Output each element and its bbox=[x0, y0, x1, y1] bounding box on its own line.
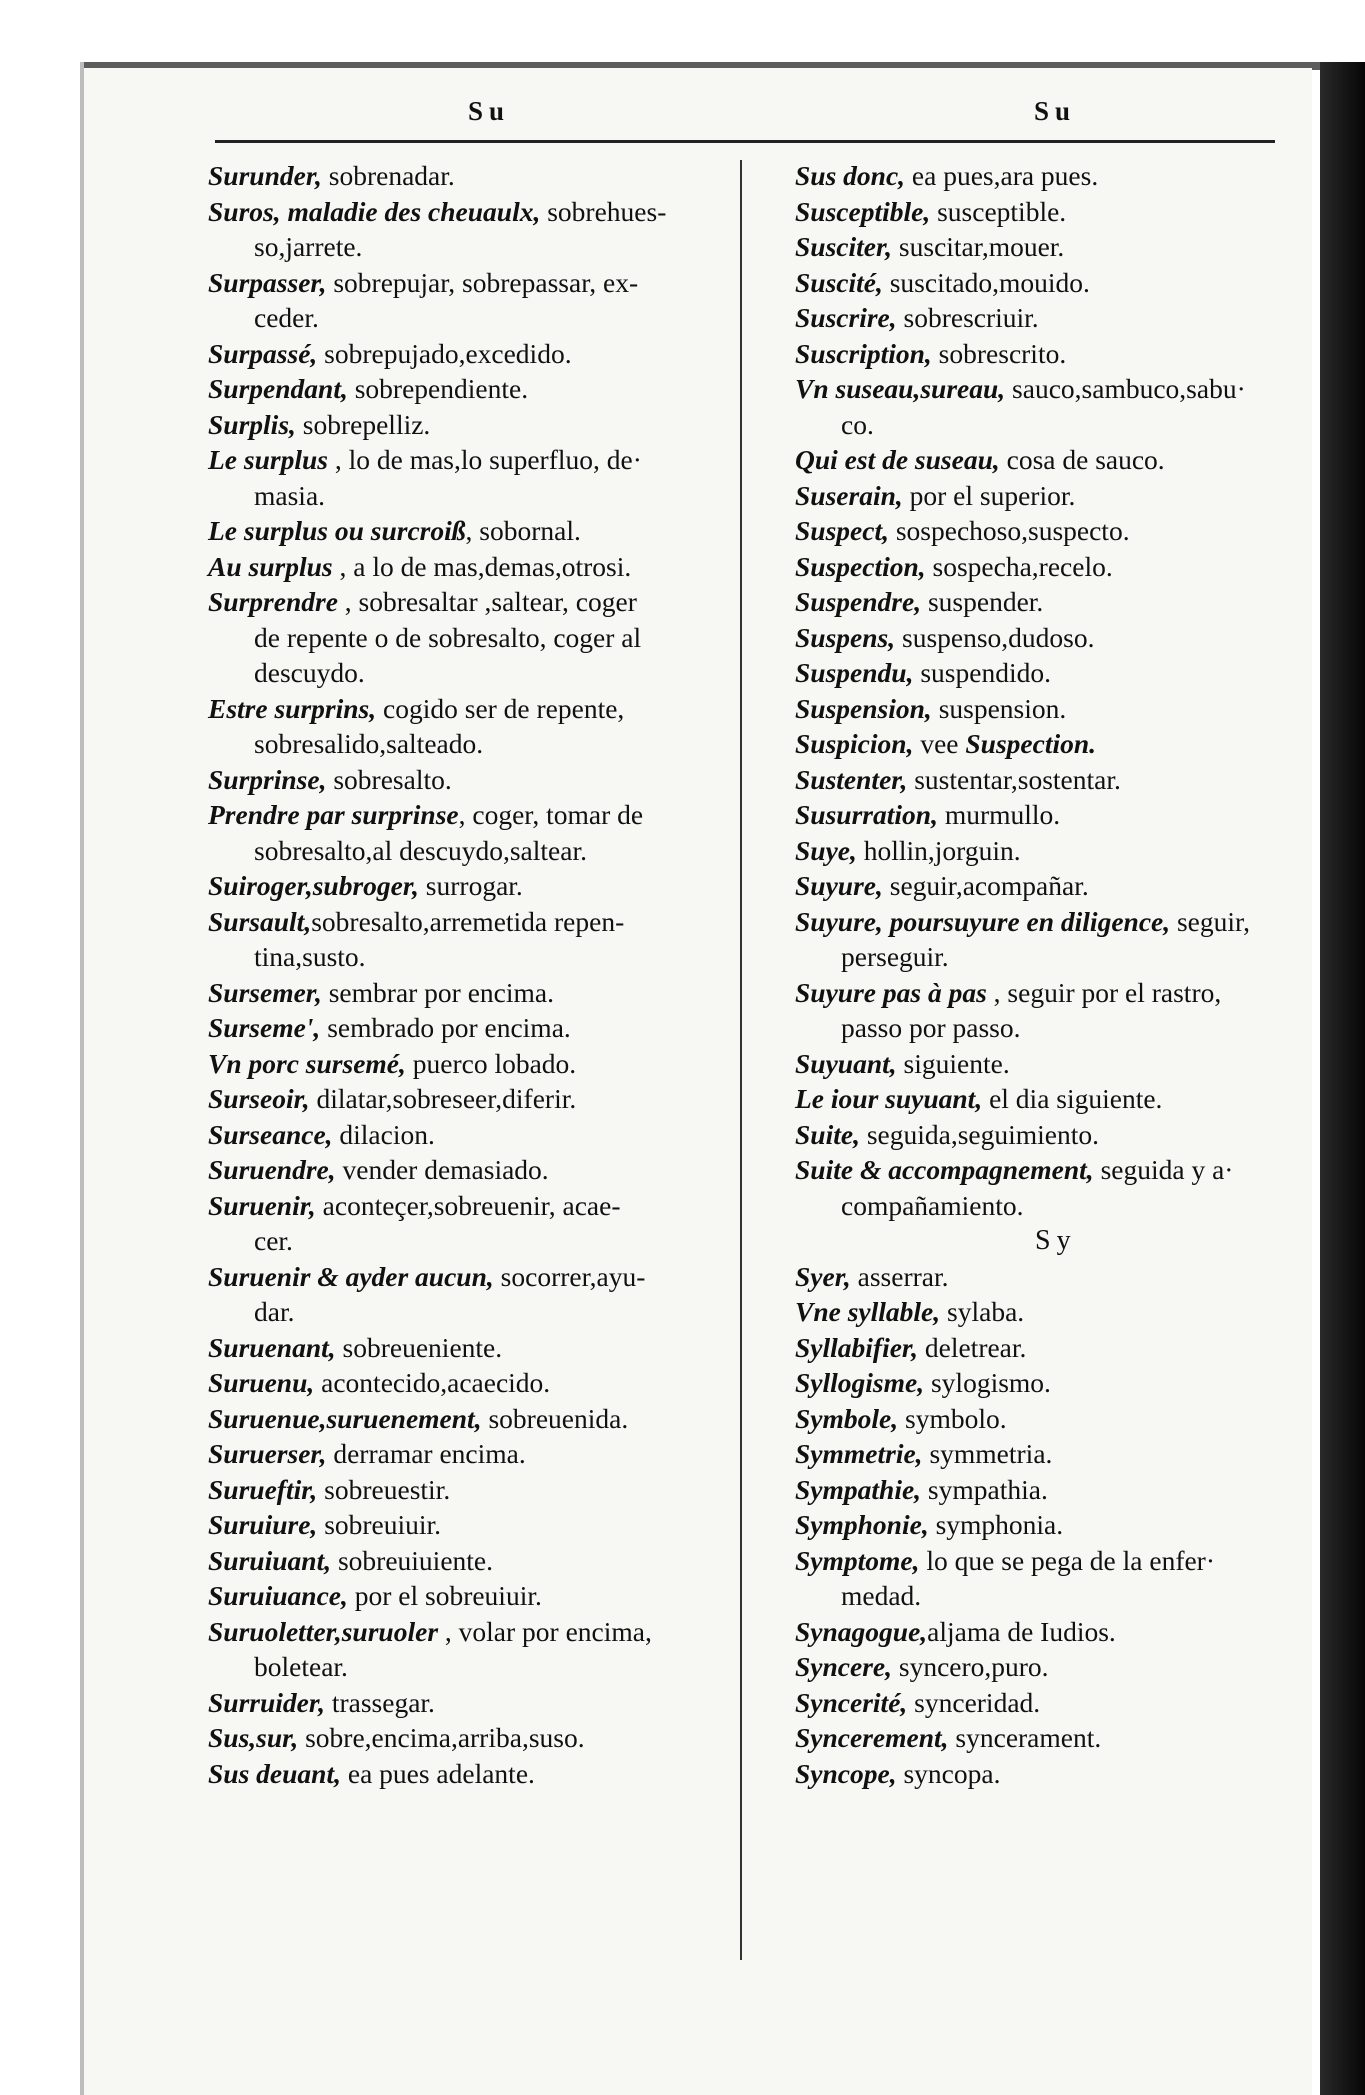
definition: sobreuiuir. bbox=[317, 1509, 442, 1540]
definition: synceridad. bbox=[907, 1686, 1041, 1718]
dictionary-entry bbox=[208, 1472, 738, 1508]
headword: Symmetrie, bbox=[795, 1438, 923, 1469]
dictionary-entry bbox=[795, 904, 1320, 975]
dictionary-entry bbox=[795, 691, 1320, 727]
headword: Sympathie, bbox=[795, 1473, 922, 1505]
dictionary-entry bbox=[208, 655, 738, 691]
definition: , volar por encima, bbox=[438, 1615, 652, 1647]
headword: Suyure, poursuyure en diligence, bbox=[795, 905, 1171, 937]
headword: Suruenir & ayder aucun, bbox=[208, 1260, 494, 1292]
definition: cogido ser de repente, bbox=[376, 692, 625, 724]
dictionary-entry bbox=[795, 1401, 1320, 1437]
dictionary-entry bbox=[208, 1259, 738, 1330]
headword: Suyure pas à pas bbox=[795, 976, 987, 1008]
definition: sobrepujado,excedido. bbox=[317, 337, 572, 369]
definition: sobrepelliz. bbox=[295, 408, 431, 440]
definition: dilatar,sobreseer,diferir. bbox=[309, 1083, 577, 1114]
dictionary-entry bbox=[795, 300, 1320, 336]
dictionary-entry bbox=[208, 407, 738, 443]
definition: sobrepujar, sobrepassar, ex- bbox=[326, 266, 639, 298]
headword: Sus,sur, bbox=[208, 1722, 299, 1753]
headword: Suspens, bbox=[795, 621, 896, 653]
headword: Prendre par surprinse bbox=[208, 799, 459, 830]
headword: Syncere, bbox=[795, 1651, 892, 1682]
headword: Suruiuance, bbox=[208, 1580, 348, 1611]
header-rule bbox=[215, 140, 1275, 143]
headword: Suruiure, bbox=[208, 1509, 318, 1540]
headword: Sus deuant, bbox=[208, 1757, 341, 1789]
dictionary-entry bbox=[208, 1010, 738, 1046]
headword: Au surplus bbox=[208, 550, 333, 582]
definition-continued: sobresalido,salteado. bbox=[254, 728, 484, 759]
dictionary-entry bbox=[208, 1614, 738, 1685]
dictionary-entry bbox=[208, 584, 738, 655]
definition-continued: ceder. bbox=[254, 302, 319, 333]
dictionary-entry bbox=[795, 1756, 1320, 1792]
headword: Surseoir, bbox=[208, 1083, 310, 1114]
definition: seguida y a· bbox=[1093, 1154, 1234, 1185]
dictionary-entry bbox=[795, 1614, 1320, 1650]
headword: Suspection, bbox=[795, 550, 926, 582]
section-subhead: Sy bbox=[1035, 1225, 1077, 1256]
dictionary-entry bbox=[208, 1685, 738, 1721]
dictionary-entry bbox=[795, 1685, 1320, 1721]
headword: Surprendre bbox=[208, 586, 338, 617]
dictionary-entry bbox=[208, 265, 738, 336]
headword: Suspect, bbox=[795, 515, 889, 546]
headword: Suruendre, bbox=[208, 1154, 336, 1185]
dictionary-entry bbox=[795, 1152, 1320, 1223]
headword: Le surplus bbox=[208, 444, 328, 475]
dictionary-entry bbox=[208, 975, 738, 1011]
definition-continued: dar. bbox=[254, 1296, 295, 1327]
headword: Qui est de suseau, bbox=[795, 444, 1000, 475]
definition: siguiente. bbox=[896, 1047, 1010, 1079]
definition: sustentar,sostentar. bbox=[907, 763, 1121, 795]
headword: Suite, bbox=[795, 1118, 860, 1150]
definition: sauco,sambuco,sabu· bbox=[1005, 373, 1246, 404]
dictionary-entry bbox=[795, 1507, 1320, 1543]
dictionary-entry bbox=[795, 1046, 1320, 1082]
headword: Surpendant, bbox=[208, 373, 348, 404]
definition: suspendido. bbox=[913, 657, 1051, 688]
dictionary-entry bbox=[795, 158, 1320, 194]
dictionary-entry bbox=[795, 797, 1320, 833]
definition: sobresalto. bbox=[326, 763, 452, 795]
headword: Suite & accompagnement, bbox=[795, 1154, 1094, 1185]
definition: sylaba. bbox=[940, 1296, 1025, 1327]
headword: Syer, bbox=[795, 1260, 851, 1292]
definition: suscitado,mouido. bbox=[882, 266, 1090, 298]
definition: sobrependiente. bbox=[347, 373, 529, 404]
headword: Syncope, bbox=[795, 1757, 897, 1789]
definition-continued: descuydo. bbox=[254, 657, 365, 688]
dictionary-entry bbox=[795, 1081, 1320, 1117]
dictionary-entry bbox=[208, 868, 738, 904]
definition: seguida,seguimiento. bbox=[859, 1118, 1100, 1150]
headword: Vn porc sursemé, bbox=[208, 1047, 406, 1079]
definition: sembrado por encima. bbox=[320, 1012, 571, 1043]
dictionary-entry bbox=[208, 1507, 738, 1543]
headword: Suserain, bbox=[795, 479, 903, 511]
binding-shadow bbox=[1320, 62, 1365, 2095]
headword: Suscrire, bbox=[795, 302, 897, 333]
definition: suspenso,dudoso. bbox=[895, 621, 1095, 653]
dictionary-entry bbox=[795, 868, 1320, 904]
dictionary-entry bbox=[208, 371, 738, 407]
dictionary-entry bbox=[795, 833, 1320, 869]
cross-reference: Suspection. bbox=[965, 728, 1097, 759]
headword: Surprinse, bbox=[208, 763, 327, 795]
dictionary-entry bbox=[208, 762, 738, 798]
definition: sobreuiuiente. bbox=[331, 1544, 493, 1576]
dictionary-entry bbox=[208, 1365, 738, 1401]
running-head-right: Su bbox=[1034, 96, 1077, 126]
definition-continued: medad. bbox=[841, 1580, 922, 1611]
headword: Sus donc, bbox=[795, 160, 906, 191]
definition-continued: masia. bbox=[254, 479, 326, 511]
headword: Sustenter, bbox=[795, 763, 908, 795]
dictionary-entry bbox=[795, 762, 1320, 798]
headword: Susurration, bbox=[795, 799, 938, 830]
definition: , a lo de mas,demas,otrosi. bbox=[332, 550, 632, 582]
definition: sobre,encima,arriba,suso. bbox=[298, 1722, 585, 1753]
headword: Suyure, bbox=[795, 870, 883, 901]
dictionary-entry bbox=[795, 1365, 1320, 1401]
definition: , coger, tomar de bbox=[458, 799, 644, 830]
definition: aconteçer,sobreuenir, acae- bbox=[315, 1189, 621, 1221]
dictionary-entry bbox=[795, 549, 1320, 585]
definition: asserrar. bbox=[850, 1260, 949, 1292]
definition: syncerament. bbox=[948, 1722, 1102, 1753]
dictionary-entry bbox=[208, 1117, 738, 1153]
dictionary-entry bbox=[208, 336, 738, 372]
headword: Synagogue, bbox=[795, 1615, 928, 1647]
definition: por el sobreuiuir. bbox=[347, 1580, 542, 1611]
right-column bbox=[795, 158, 1320, 1791]
definition: sobreueniente. bbox=[335, 1331, 503, 1363]
definition: vender demasiado. bbox=[335, 1154, 549, 1185]
dictionary-entry bbox=[208, 1720, 738, 1756]
headword: Suscription, bbox=[795, 337, 932, 369]
definition: , sobresaltar ,saltear, coger bbox=[337, 586, 637, 617]
dictionary-entry bbox=[795, 1330, 1320, 1366]
headword: Suspension, bbox=[795, 692, 932, 724]
definition: sobreuenida. bbox=[481, 1402, 629, 1434]
headword: Symptome, bbox=[795, 1544, 920, 1576]
dictionary-entry bbox=[795, 229, 1320, 265]
headword: Surseme', bbox=[208, 1012, 321, 1043]
dictionary-entry bbox=[795, 194, 1320, 230]
headword: Surueftir, bbox=[208, 1473, 318, 1505]
dictionary-entry bbox=[795, 1436, 1320, 1472]
dictionary-entry bbox=[795, 1472, 1320, 1508]
definition: symmetria. bbox=[922, 1438, 1053, 1469]
definition: derramar encima. bbox=[326, 1438, 526, 1469]
definition-continued: compañamiento. bbox=[841, 1189, 1024, 1221]
headword: Syncerité, bbox=[795, 1686, 908, 1718]
dictionary-entry bbox=[208, 549, 738, 585]
definition: trassegar. bbox=[324, 1686, 435, 1718]
dictionary-entry bbox=[208, 1081, 738, 1117]
dictionary-entry bbox=[208, 1401, 738, 1437]
definition: el dia siguiente. bbox=[982, 1083, 1163, 1114]
headword: Syllabifier, bbox=[795, 1331, 918, 1363]
definition-continued: passo por passo. bbox=[841, 1012, 1021, 1043]
dictionary-entry bbox=[208, 1436, 738, 1472]
definition: sobresalto,arremetida repen- bbox=[311, 905, 625, 937]
headword: Suiroger,subroger, bbox=[208, 870, 419, 901]
definition: por el superior. bbox=[902, 479, 1076, 511]
definition: dilacion. bbox=[332, 1118, 435, 1150]
definition: sobrescriuir. bbox=[896, 302, 1039, 333]
definition: acontecido,acaecido. bbox=[314, 1367, 551, 1398]
dictionary-entry bbox=[208, 513, 738, 549]
headword: Surunder, bbox=[208, 160, 322, 191]
dictionary-entry bbox=[208, 1578, 738, 1614]
dictionary-entry bbox=[208, 158, 738, 194]
dictionary-entry bbox=[208, 442, 738, 513]
headword: Suye, bbox=[795, 834, 857, 866]
definition: syncero,puro. bbox=[892, 1651, 1049, 1682]
definition: seguir, bbox=[1170, 905, 1250, 937]
headword: Symbole, bbox=[795, 1402, 899, 1434]
dictionary-entry bbox=[795, 1259, 1320, 1295]
headword: Surruider, bbox=[208, 1686, 325, 1718]
headword: Symphonie, bbox=[795, 1509, 929, 1540]
definition: suspension. bbox=[931, 692, 1067, 724]
definition-continued: de repente o de sobresalto, coger al bbox=[254, 621, 642, 653]
headword: Suros, maladie des cheuaulx, bbox=[208, 195, 541, 227]
headword: Le surplus ou surcroiß bbox=[208, 515, 466, 546]
headword: Suspicion, bbox=[795, 728, 914, 759]
dictionary-entry bbox=[795, 478, 1320, 514]
dictionary-entry bbox=[795, 442, 1320, 478]
definition: socorrer,ayu- bbox=[493, 1260, 646, 1292]
headword: Susceptible, bbox=[795, 195, 931, 227]
headword: Suruenue,suruenement, bbox=[208, 1402, 482, 1434]
definition: symbolo. bbox=[898, 1402, 1007, 1434]
dictionary-entry bbox=[795, 584, 1320, 620]
headword: Syllogisme, bbox=[795, 1367, 925, 1398]
dictionary-entry bbox=[208, 1330, 738, 1366]
definition-continued: perseguir. bbox=[841, 941, 949, 972]
definition: suscitar,mouer. bbox=[892, 231, 1065, 262]
headword: Surpassé, bbox=[208, 337, 318, 369]
headword: Vn suseau,sureau, bbox=[795, 373, 1006, 404]
definition: aljama de Iudios. bbox=[927, 1615, 1116, 1647]
headword: Le iour suyuant, bbox=[795, 1083, 983, 1114]
dictionary-entry bbox=[208, 1543, 738, 1579]
definition: sylogismo. bbox=[924, 1367, 1051, 1398]
definition: surrogar. bbox=[418, 870, 523, 901]
definition: symphonia. bbox=[928, 1509, 1064, 1540]
headword: Sursemer, bbox=[208, 976, 322, 1008]
definition-continued: cer. bbox=[254, 1225, 293, 1256]
definition: susceptible. bbox=[930, 195, 1067, 227]
dictionary-entry bbox=[795, 726, 1320, 762]
headword: Sursault, bbox=[208, 905, 312, 937]
definition-continued: sobresalto,al descuydo,saltear. bbox=[254, 834, 587, 866]
headword: Suruiuant, bbox=[208, 1544, 332, 1576]
definition: cosa de sauco. bbox=[999, 444, 1165, 475]
definition-continued: co. bbox=[841, 408, 874, 440]
left-column bbox=[208, 158, 738, 1791]
headword: Suscité, bbox=[795, 266, 883, 298]
definition: suspender. bbox=[921, 586, 1044, 617]
definition: murmullo. bbox=[937, 799, 1061, 830]
definition: sospecha,recelo. bbox=[925, 550, 1113, 582]
definition: , sobornal. bbox=[465, 515, 581, 546]
headword: Suspendre, bbox=[795, 586, 922, 617]
headword: Surpasser, bbox=[208, 266, 327, 298]
headword: Suruerser, bbox=[208, 1438, 327, 1469]
dictionary-entry bbox=[795, 655, 1320, 691]
headword: Surseance, bbox=[208, 1118, 333, 1150]
definition: vee bbox=[913, 728, 966, 759]
definition-continued: so,jarrete. bbox=[254, 231, 363, 262]
dictionary-entry bbox=[208, 1152, 738, 1188]
headword: Suruoletter,suruoler bbox=[208, 1615, 439, 1647]
definition: ea pues adelante. bbox=[340, 1757, 535, 1789]
headword: Syncerement, bbox=[795, 1722, 949, 1753]
definition-continued: boletear. bbox=[254, 1651, 348, 1682]
dictionary-entry bbox=[208, 691, 738, 762]
dictionary-entry bbox=[208, 1046, 738, 1082]
definition: sobrenadar. bbox=[321, 160, 455, 191]
definition: deletrear. bbox=[918, 1331, 1027, 1363]
dictionary-entry bbox=[208, 194, 738, 265]
dictionary-entry bbox=[795, 1720, 1320, 1756]
dictionary-entry bbox=[208, 1756, 738, 1792]
dictionary-entry bbox=[208, 904, 738, 975]
definition: puerco lobado. bbox=[405, 1047, 577, 1079]
dictionary-entry bbox=[795, 371, 1320, 442]
dictionary-entry bbox=[795, 620, 1320, 656]
definition: sympathia. bbox=[921, 1473, 1048, 1505]
definition: lo que se pega de la enfer· bbox=[919, 1544, 1215, 1576]
definition: seguir,acompañar. bbox=[882, 870, 1089, 901]
definition: , lo de mas,lo superfluo, de· bbox=[327, 444, 642, 475]
headword: Suspendu, bbox=[795, 657, 914, 688]
dictionary-entry bbox=[208, 1188, 738, 1259]
definition-continued: tina,susto. bbox=[254, 941, 366, 972]
definition: , seguir por el rastro, bbox=[986, 976, 1222, 1008]
headword: Suruenu, bbox=[208, 1367, 315, 1398]
definition: ea pues,ara pues. bbox=[905, 160, 1099, 191]
column-divider bbox=[740, 160, 742, 1960]
dictionary-entry bbox=[795, 336, 1320, 372]
headword: Suyuant, bbox=[795, 1047, 897, 1079]
dictionary-entry bbox=[795, 1543, 1320, 1614]
headword: Estre surprins, bbox=[208, 692, 377, 724]
headword: Susciter, bbox=[795, 231, 893, 262]
dictionary-entry bbox=[795, 1649, 1320, 1685]
running-head-left: Su bbox=[468, 96, 511, 126]
definition: sobrescrito. bbox=[931, 337, 1067, 369]
headword: Surplis, bbox=[208, 408, 296, 440]
definition: hollin,jorguin. bbox=[856, 834, 1021, 866]
definition: sembrar por encima. bbox=[321, 976, 554, 1008]
definition: sobreuestir. bbox=[317, 1473, 451, 1505]
dictionary-entry bbox=[208, 797, 738, 868]
headword: Suruenir, bbox=[208, 1189, 316, 1221]
headword: Vne syllable, bbox=[795, 1296, 941, 1327]
dictionary-entry bbox=[795, 1294, 1320, 1330]
definition: sospechoso,suspecto. bbox=[888, 515, 1130, 546]
dictionary-entry bbox=[795, 1117, 1320, 1153]
dictionary-entry bbox=[795, 513, 1320, 549]
definition: syncopa. bbox=[896, 1757, 1001, 1789]
definition: sobrehues- bbox=[540, 195, 667, 227]
dictionary-entry bbox=[795, 975, 1320, 1046]
headword: Suruenant, bbox=[208, 1331, 336, 1363]
dictionary-entry bbox=[795, 265, 1320, 301]
